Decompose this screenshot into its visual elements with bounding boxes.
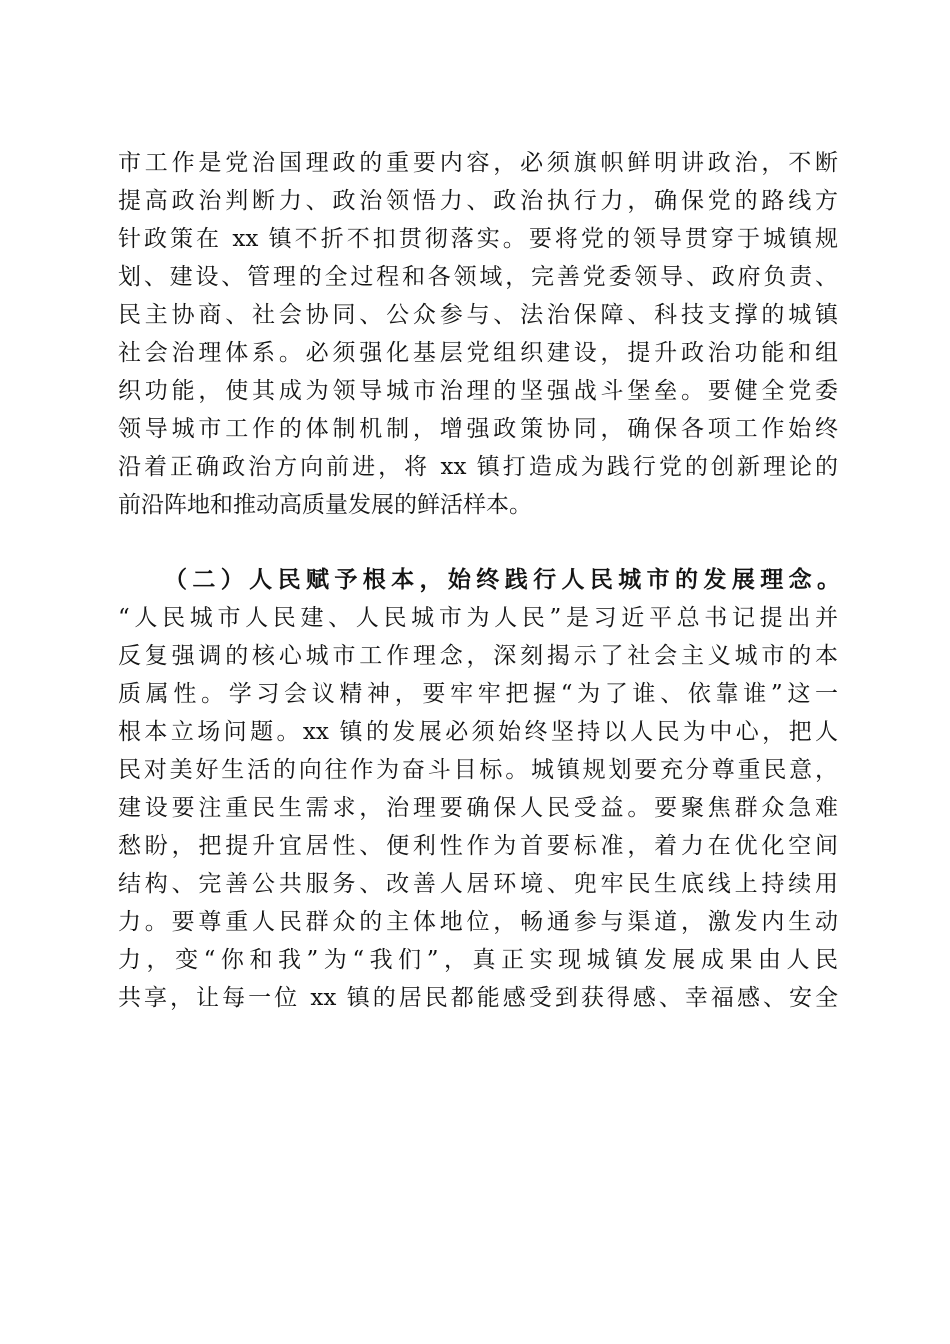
section-2-heading: （二）人民赋予根本，始终践行人民城市的发展理念。 <box>164 566 840 593</box>
paragraph-1-line-2: 提高政治判断力、政治领悟力、政治执行力，确保党的路线方 <box>118 188 838 214</box>
section-2-line-7: 愁盼，把提升宜居性、便利性作为首要标准，着力在优化空间 <box>118 833 838 859</box>
paragraph-1-line-8: 领导城市工作的体制机制，增强政策协同，确保各项工作始终 <box>118 416 838 442</box>
section-2-line-9: 力。要尊重人民群众的主体地位，畅通参与渠道，激发内生动 <box>118 909 838 935</box>
paragraph-1-line-1: 市工作是党治国理政的重要内容，必须旗帜鲜明讲政治，不断 <box>118 150 838 176</box>
section-2-line-11: 共享，让每一位 xx 镇的居民都能感受到获得感、幸福感、安全 <box>118 985 838 1011</box>
paragraph-1-line-3: 针政策在 xx 镇不折不扣贯彻落实。要将党的领导贯穿于城镇规 <box>118 226 838 252</box>
paragraph-1-line-4: 划、建设、管理的全过程和各领域，完善党委领导、政府负责、 <box>118 264 838 290</box>
section-2-line-10: 力，变“你和我”为“我们”，真正实现城镇发展成果由人民 <box>118 947 838 973</box>
section-2-line-6: 建设要注重民生需求，治理要确保人民受益。要聚焦群众急难 <box>118 795 838 821</box>
paragraph-1-line-9: 沿着正确政治方向前进，将 xx 镇打造成为践行党的创新理论的 <box>118 454 838 480</box>
section-2-line-5: 民对美好生活的向往作为奋斗目标。城镇规划要充分尊重民意， <box>118 757 838 783</box>
section-2-line-3: 质属性。学习会议精神，要牢牢把握“为了谁、依靠谁”这一 <box>118 681 838 707</box>
section-2-line-2: 反复强调的核心城市工作理念，深刻揭示了社会主义城市的本 <box>118 643 838 669</box>
paragraph-1-line-5: 民主协商、社会协同、公众参与、法治保障、科技支撑的城镇 <box>118 302 838 328</box>
paragraph-1-line-7: 织功能，使其成为领导城市治理的坚强战斗堡垒。要健全党委 <box>118 378 838 404</box>
section-2-line-8: 结构、完善公共服务、改善人居环境、兜牢民生底线上持续用 <box>118 871 838 897</box>
section-2-line-4: 根本立场问题。xx 镇的发展必须始终坚持以人民为中心，把人 <box>118 719 838 745</box>
section-2-line-1: “人民城市人民建、人民城市为人民”是习近平总书记提出并 <box>118 605 838 631</box>
paragraph-1-line-6: 社会治理体系。必须强化基层党组织建设，提升政治功能和组 <box>118 340 838 366</box>
paragraph-1-line-10: 前沿阵地和推动高质量发展的鲜活样本。 <box>118 492 532 518</box>
